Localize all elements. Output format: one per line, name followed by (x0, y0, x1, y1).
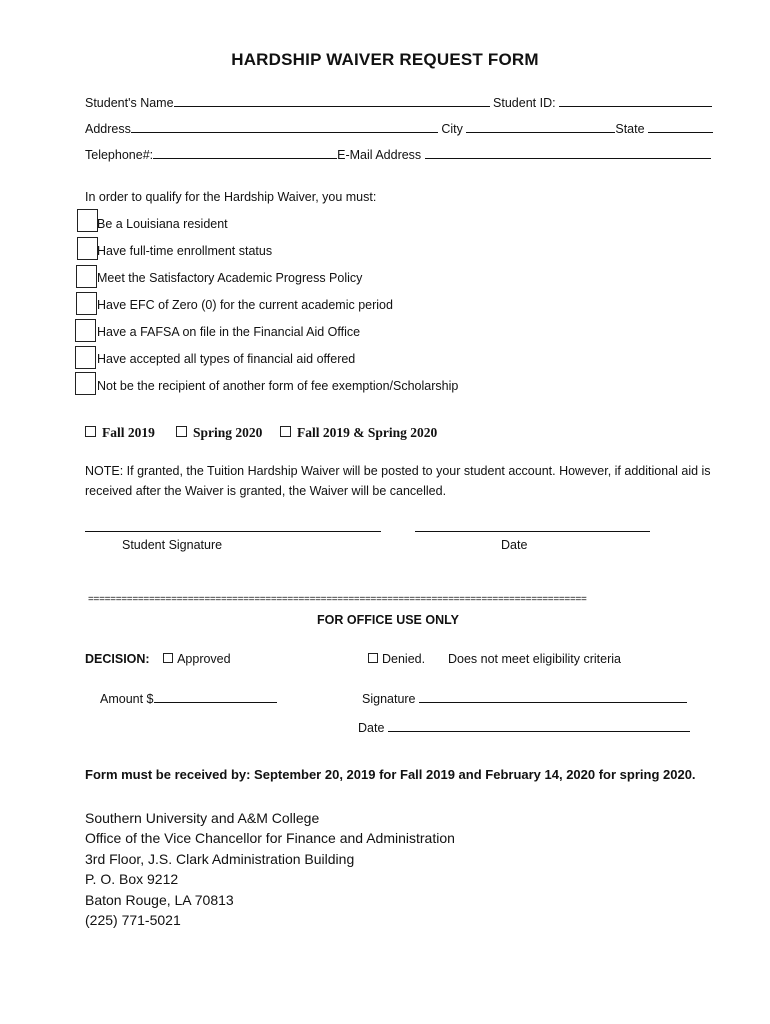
section-divider: ========================================================================================== (88, 594, 587, 605)
amount-field[interactable] (154, 690, 277, 703)
email-label: E-Mail Address (337, 148, 422, 162)
requirement-label: Have accepted all types of financial aid offered (97, 352, 356, 366)
student-signature-label: Student Signature (122, 538, 223, 552)
approved-option[interactable] (163, 652, 231, 666)
requirement-label: Not be the recipient of another form of fee exemption/Scholarship (97, 379, 459, 393)
requirement-label: Have full-time enrollment status (97, 244, 273, 258)
city-label: City (441, 122, 463, 136)
semester-option-fall-2019[interactable] (85, 425, 155, 441)
student-id-field[interactable] (559, 94, 712, 107)
address-line: Southern University and A&M College (85, 810, 320, 826)
waiver-note: NOTE: If granted, the Tuition Hardship Waiver will be posted to your student account. However, if additional aid is received after the Waiver is granted, the Waiver will be cancelled. (85, 464, 711, 498)
mailing-address (85, 808, 455, 930)
student-name-label: Student's Name (85, 96, 174, 110)
city-field[interactable] (466, 120, 615, 133)
deadline-notice: Form must be received by: September 20, 2019 for Fall 2019 and February 14, 2020 for spring 2020. (85, 767, 696, 782)
requirement-label: Have EFC of Zero (0) for the current academic period (97, 298, 393, 312)
address-line: 3rd Floor, J.S. Clark Administration Building (85, 850, 355, 867)
semester-label: Spring 2020 (193, 425, 263, 440)
requirement-checkbox[interactable] (76, 265, 97, 288)
student-signature-line[interactable] (85, 531, 381, 532)
state-label: State (615, 122, 645, 136)
qualify-intro: In order to qualify for the Hardship Waiver, you must: (85, 190, 377, 204)
address-line: P. O. Box 9212 (85, 871, 179, 888)
requirement-checkbox[interactable] (76, 292, 97, 315)
decision-row (85, 652, 231, 666)
address-line: Office of the Vice Chancellor for Finance and Administration (85, 830, 455, 847)
semester-label: Fall 2019 (102, 425, 155, 440)
contact-row (85, 146, 711, 162)
requirement-label: Meet the Satisfactory Academic Progress Policy (97, 271, 363, 285)
office-signature-field[interactable] (419, 690, 687, 703)
office-signature-row (362, 690, 687, 706)
checkbox-icon[interactable] (176, 426, 187, 437)
date-label: Date (501, 538, 528, 552)
address-line: Baton Rouge, LA 70813 (85, 891, 234, 908)
telephone-label: Telephone#: (85, 148, 154, 162)
signature-date-line[interactable] (415, 531, 650, 532)
amount-label: Amount $ (100, 692, 154, 706)
approved-label: Approved (177, 652, 231, 666)
requirement-label: Be a Louisiana resident (97, 217, 228, 231)
state-field[interactable] (648, 120, 713, 133)
denied-reason: Does not meet eligibility criteria (448, 652, 621, 666)
student-info-row (85, 94, 712, 110)
office-date-field[interactable] (388, 719, 690, 732)
requirement-checkbox[interactable] (77, 237, 98, 260)
office-date-label: Date (358, 721, 385, 735)
semester-label: Fall 2019 & Spring 2020 (297, 425, 438, 440)
semester-option-spring-2020[interactable] (176, 425, 262, 441)
requirement-checkbox[interactable] (75, 346, 96, 369)
address-row (85, 120, 713, 136)
checkbox-icon[interactable] (368, 653, 378, 663)
requirement-checkbox[interactable] (75, 319, 96, 342)
requirement-checkbox[interactable] (77, 209, 98, 232)
denied-option[interactable] (368, 652, 425, 666)
address-field[interactable] (131, 120, 438, 133)
student-id-label: Student ID: (493, 96, 556, 110)
office-use-heading: FOR OFFICE USE ONLY (317, 613, 459, 627)
checkbox-icon[interactable] (163, 653, 173, 663)
checkbox-icon[interactable] (280, 426, 291, 437)
email-field[interactable] (425, 146, 711, 159)
student-name-field[interactable] (174, 94, 490, 107)
address-label: Address (85, 122, 131, 136)
denied-label: Denied. (382, 652, 426, 666)
office-signature-label: Signature (362, 692, 416, 706)
amount-row (100, 690, 277, 706)
address-line: (225) 771-5021 (85, 912, 181, 929)
form-title: HARDSHIP WAIVER REQUEST FORM (231, 50, 539, 69)
requirement-checkbox[interactable] (75, 372, 96, 395)
decision-label: DECISION: (85, 652, 150, 666)
semester-option-both[interactable] (280, 425, 437, 441)
telephone-field[interactable] (153, 146, 337, 159)
office-date-row (358, 719, 690, 735)
checkbox-icon[interactable] (85, 426, 96, 437)
requirement-label: Have a FAFSA on file in the Financial Aid Office (97, 325, 361, 339)
